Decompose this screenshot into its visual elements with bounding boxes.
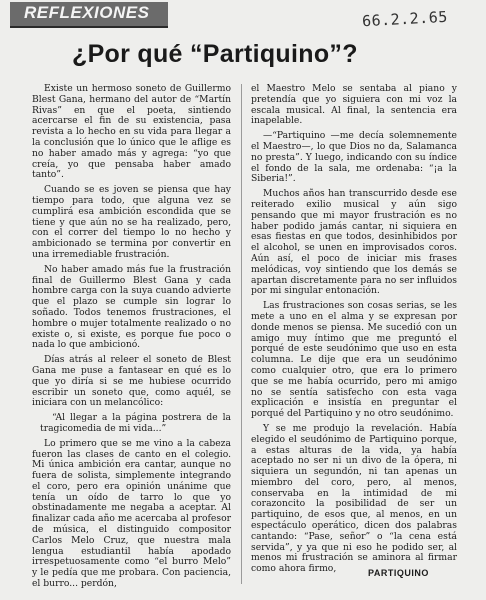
author-signature: PARTIQUINO — [368, 568, 429, 578]
column-divider — [241, 84, 242, 584]
section-tag — [10, 2, 168, 28]
paragraph: el Maestro Melo se sentaba al piano y pretendía que yo siguiera con mi voz la escala musical. Al final, la sentencia era inapelable. — [251, 83, 457, 127]
section-label: REFLEXIONES — [24, 3, 150, 22]
paragraph: Y se me produjo la revelación. Había elegido el seudónimo de Partiquino porque, a estas alturas de la vida, ya había aceptado no ser ni un divo de la ópera, ni siquiera un segundón, ni tan apenas un miembro del coro, pero, al menos, conservaba en la intimidad de mi corazoncito la posibilidad de ser un partiquino, de esos que, al menos, en un espectáculo operático, dicen dos palabras cantando: “Pase, señor” o “la cena está servida”, y ya que ni eso he podido ser, al menos mi frustración se aminora al firmar como ahora firmo, — [251, 422, 457, 575]
handwritten-date: 66.2.2.65 — [361, 7, 449, 31]
paragraph: No haber amado más fue la frustración final de Guillermo Blest Gana y cada hombre carga con la suya cuando advierte que el plazo se cumple sin lograr lo soñado. Todos tenemos frustraciones, el hombre o mujer totalmente realizado o no existe o, si existe, es porque fue poco o nada lo que ambicionó. — [32, 263, 231, 351]
paragraph: Cuando se es joven se piensa que hay tiempo para todo, que alguna vez se cumplirá esa ambición escondida que se tiene y que aún no se ha realizado, pero, con el correr del tiempo lo no hecho y ambicionado se termina por convertir en una irremediable frustración. — [32, 184, 231, 260]
paragraph: —“Partiquino —me decía solemnemente el Maestro—, lo que Dios no da, Salamanca no presta”. Y luego, indicando con su índice el fondo de la sala, me ordenaba: “¡a la Siberia!”. — [251, 130, 457, 185]
paragraph: Las frustraciones son cosas serias, se les mete a uno en el alma y se expresan por donde menos se piensa. Me sucedió con un amigo muy íntimo que me preguntó el porqué de este seudónimo que uso en esta columna. Le dije que era un seudónimo como cualquier otro, que era lo primero que se me había ocurrido, pero mi amigo no se sentía satisfecho con esta vaga explicación e insistía en preguntar el porqué del Partiquino y no otro seudónimo. — [251, 300, 457, 420]
right-column — [251, 84, 457, 579]
left-column — [32, 84, 231, 594]
quote: “Al llegar a la página postrera de la tragicomedia de mi vida...” — [40, 412, 231, 434]
paragraph: Muchos años han transcurrido desde ese reiterado exilio musical y aún sigo pensando que mi mayor frustración es no haber podido jamás cantar, ni siquiera en esas fiestas en que todos, desinhibidos por el alcohol, se unen en improvisados coros. Aún así, el poco de iniciar mis frases melódicas, voy sintiendo que los demás se apartan discretamente para no ser influidos por mi singular entonación. — [251, 188, 457, 297]
paragraph: Lo primero que se me vino a la cabeza fueron las clases de canto en el colegio. Mi única ambición era cantar, aunque no fuera de solista, simplemente integrando el coro, pero era opinión unánime que tenía un oído de tarro lo que yo obstinadamente me negaba a aceptar. Al finalizar cada año me acercaba al profesor de música, el distinguido compositor Carlos Melo Cruz, que nuestra mala lengua estudiantil había apodado irrespetuosamente como “el burro Melo” y le pedía que me probara. Con paciencia, el burro... perdón, — [32, 437, 231, 590]
paragraph: Días atrás al releer el soneto de Blest Gana me puse a fantasear en qué es lo que yo diría si se me hubiese ocurrido escribir un soneto que, como aquél, se iniciara con un melancólico: — [32, 354, 231, 409]
article-title: ¿Por qué “Partiquino”? — [72, 40, 358, 68]
paragraph: Existe un hermoso soneto de Guillermo Blest Gana, hermano del autor de “Martín Rivas” en que el poeta, sintiendo acercarse el fin de su existencia, pasa revista a lo hecho en su vida para llegar a la conclusión que lo único que le aflige es no haber amado más y agrega: “yo que creía, yo que pensaba haber amado tanto”. — [32, 83, 231, 181]
